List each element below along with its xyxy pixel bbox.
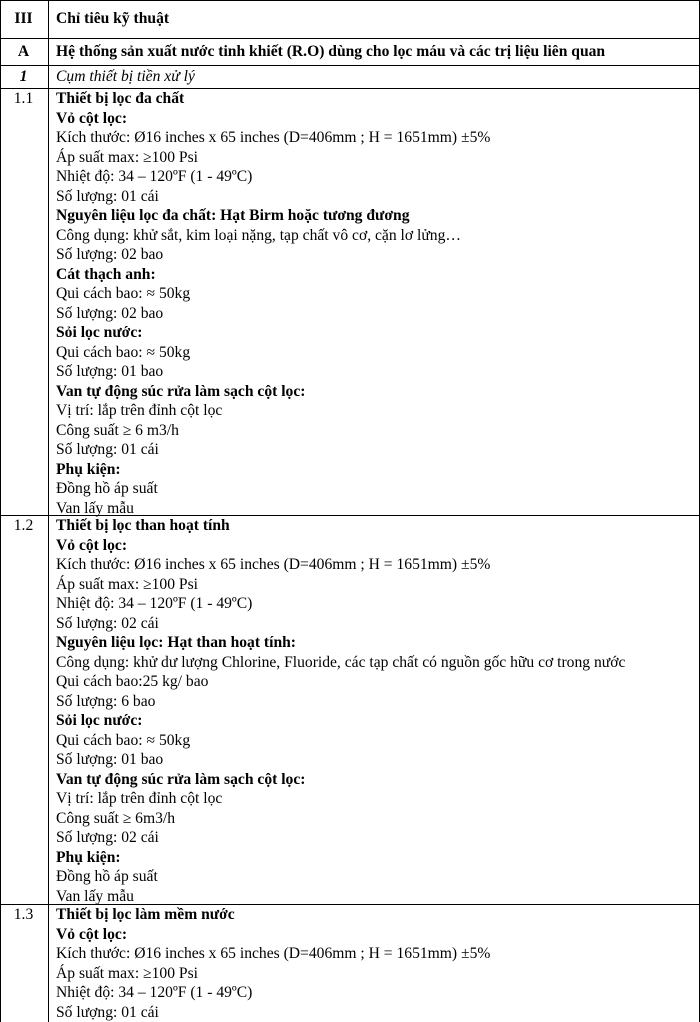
spec-line: Áp suất max: ≥100 Psi — [56, 148, 198, 166]
spec-line: Số lượng: 02 cái — [56, 829, 159, 846]
item-1-1-number: 1.1 — [13, 90, 34, 107]
spec-line: Nhiệt độ: 34 – 120ºF (1 - 49ºC) — [56, 984, 253, 1001]
spec-line: Đồng hồ áp suất — [56, 480, 158, 497]
spec-subheading: Vỏ cột lọc: — [56, 536, 128, 554]
spec-line: Số lượng: 01 bao — [56, 751, 164, 768]
spec-line: Qui cách bao: ≈ 50kg — [56, 285, 191, 302]
spec-line: Số lượng: 02 bao — [56, 246, 164, 263]
spec-subheading: Nguyên liệu lọc: Hạt than hoạt tính: — [56, 634, 296, 651]
spec-line: Công dụng: khử sắt, kim loại nặng, tạp chất vô cơ, cặn lơ lửng… — [56, 226, 461, 244]
spec-subheading: Thiết bị lọc than hoạt tính — [56, 517, 230, 534]
spec-subheading: Van tự động súc rửa làm sạch cột lọc: — [56, 382, 306, 400]
spec-line: Số lượng: 01 bao — [56, 363, 164, 380]
spec-line: Qui cách bao: ≈ 50kg — [56, 731, 191, 749]
spec-line: Công suất ≥ 6 m3/h — [56, 421, 179, 439]
item-1-2-number: 1.2 — [13, 517, 34, 534]
table-column-divider — [48, 0, 49, 1022]
group-1-number: 1 — [19, 68, 28, 85]
spec-line: Kích thước: Ø16 inches x 65 inches (D=406mm ; H = 1651mm) ±5% — [56, 556, 491, 573]
spec-line: Vị trí: lắp trên đỉnh cột lọc — [56, 790, 223, 807]
spec-line: Vị trí: lắp trên đỉnh cột lọc — [56, 402, 223, 419]
spec-line: Công dụng: khử dư lượng Chlorine, Fluoride, các tạp chất có nguồn gốc hữu cơ trong nước — [56, 653, 626, 671]
spec-line: Van lấy mẫu — [56, 887, 134, 905]
item-1-3-content — [56, 905, 696, 1022]
item-1-1-content — [56, 89, 696, 518]
table-border-left — [0, 0, 1, 1022]
header-col-number: III — [14, 10, 33, 27]
spec-subheading: Van tự động súc rửa làm sạch cột lọc: — [56, 770, 306, 788]
spec-line: Số lượng: 6 bao — [56, 692, 156, 710]
spec-subheading: Phụ kiện: — [56, 848, 121, 866]
spec-line: Áp suất max: ≥100 Psi — [56, 964, 198, 982]
group-1-title: Cụm thiết bị tiền xử lý — [56, 68, 195, 85]
spec-line: Số lượng: 02 bao — [56, 304, 164, 322]
spec-subheading: Vỏ cột lọc: — [56, 925, 128, 943]
row-divider — [0, 65, 700, 66]
spec-subheading: Thiết bị lọc làm mềm nước — [56, 906, 235, 923]
row-divider — [0, 38, 700, 39]
spec-subheading: Vỏ cột lọc: — [56, 109, 128, 127]
spec-line: Van lấy mẫu — [56, 499, 134, 517]
spec-subheading: Sỏi lọc nước: — [56, 324, 143, 341]
spec-line: Qui cách bao: ≈ 50kg — [56, 343, 191, 361]
spec-line: Qui cách bao:25 kg/ bao — [56, 673, 209, 690]
spec-line: Số lượng: 01 cái — [56, 441, 159, 458]
spec-line: Số lượng: 02 cái — [56, 614, 159, 632]
spec-line: Áp suất max: ≥100 Psi — [56, 575, 198, 593]
spec-line: Nhiệt độ: 34 – 120ºF (1 - 49ºC) — [56, 595, 253, 612]
spec-line: Kích thước: Ø16 inches x 65 inches (D=406mm ; H = 1651mm) ±5% — [56, 945, 491, 962]
spec-subheading: Cát thạch anh: — [56, 265, 156, 283]
item-1-2-content — [56, 516, 696, 906]
spec-subheading: Phụ kiện: — [56, 460, 121, 478]
spec-line: Số lượng: 01 cái — [56, 1003, 159, 1021]
spec-subheading: Nguyên liệu lọc đa chất: Hạt Birm hoặc tương đương — [56, 207, 410, 224]
spec-line: Số lượng: 01 cái — [56, 187, 159, 205]
spec-line: Nhiệt độ: 34 – 120ºF (1 - 49ºC) — [56, 168, 253, 185]
header-col-spec: Chỉ tiêu kỹ thuật — [56, 10, 170, 27]
section-a-title: Hệ thống sản xuất nước tinh khiết (R.O) dùng cho lọc máu và các trị liệu liên quan — [56, 43, 606, 60]
spec-subheading: Thiết bị lọc đa chất — [56, 90, 185, 107]
spec-line: Công suất ≥ 6m3/h — [56, 809, 176, 827]
spec-line: Đồng hồ áp suất — [56, 868, 158, 885]
item-1-3-number: 1.3 — [13, 906, 34, 923]
spec-subheading: Sỏi lọc nước: — [56, 712, 143, 729]
section-a-number: A — [17, 43, 30, 60]
spec-line: Kích thước: Ø16 inches x 65 inches (D=406mm ; H = 1651mm) ±5% — [56, 129, 491, 146]
table-border-top — [0, 0, 700, 1]
